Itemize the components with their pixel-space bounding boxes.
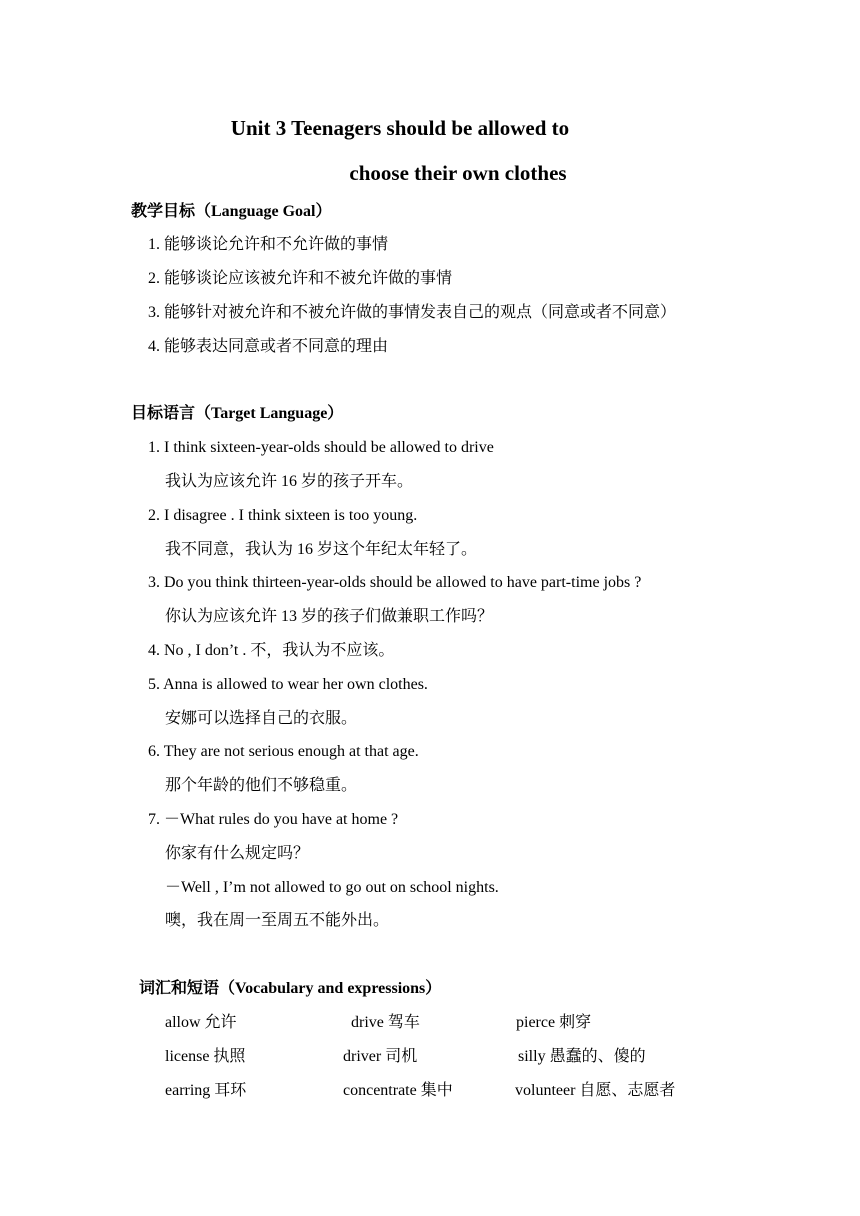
vocab-item: drive 驾车 [351,1014,420,1031]
vocab-item: earring 耳环 [165,1082,247,1099]
vocab-item: driver 司机 [343,1048,418,1065]
vocab-item: allow 允许 [165,1014,237,1031]
target-language-line: 1. I think sixteen-year-olds should be allowed to drive [148,439,494,456]
target-language-translation: 那个年龄的他们不够稳重。 [165,777,358,794]
document-title-line-2: choose their own clothes [349,161,567,185]
target-language-line: 5. Anna is allowed to wear her own clothes. [148,676,428,693]
vocab-item: volunteer 自愿、志愿者 [515,1082,676,1099]
target-language-translation: 噢，我在周一至周五不能外出。 [165,912,390,929]
language-goal-item: 2. 能够谈论应该被允许和不被允许做的事情 [148,270,453,287]
target-language-line: 4. No , I don’t . 不，我认为不应该。 [148,642,395,659]
target-language-heading: 目标语言（Target Language） [131,405,344,422]
target-language-translation: 你家有什么规定吗？ [165,845,310,862]
target-language-line: 6. They are not serious enough at that age. [148,743,419,760]
target-language-line: －Well , I’m not allowed to go out on school nights. [165,879,499,896]
target-language-translation: 我不同意，我认为 16 岁这个年纪太年轻了。 [165,541,478,558]
target-language-line: 3. Do you think thirteen-year-olds should be allowed to have part-time jobs ? [148,574,642,591]
vocabulary-heading: 词汇和短语（Vocabulary and expressions） [139,980,442,997]
language-goal-item: 3. 能够针对被允许和不被允许做的事情发表自己的观点（同意或者不同意） [148,304,677,321]
document-title-line-1: Unit 3 Teenagers should be allowed to [230,116,570,140]
target-language-translation: 你认为应该允许 13 岁的孩子们做兼职工作吗？ [165,608,494,625]
target-language-line: 2. I disagree . I think sixteen is too young. [148,507,418,524]
vocab-item: pierce 刺穿 [516,1014,592,1031]
vocab-item: license 执照 [165,1048,246,1065]
target-language-line: 7. －What rules do you have at home ? [148,811,399,828]
target-language-translation: 我认为应该允许 16 岁的孩子开车。 [165,473,414,490]
vocab-item: concentrate 集中 [343,1082,453,1099]
language-goal-item: 1. 能够谈论允许和不允许做的事情 [148,236,389,253]
vocab-item: silly 愚蠢的、傻的 [518,1048,646,1065]
language-goal-heading: 教学目标（Language Goal） [131,203,332,220]
target-language-translation: 安娜可以选择自己的衣服。 [165,710,358,727]
language-goal-item: 4. 能够表达同意或者不同意的理由 [148,338,389,355]
